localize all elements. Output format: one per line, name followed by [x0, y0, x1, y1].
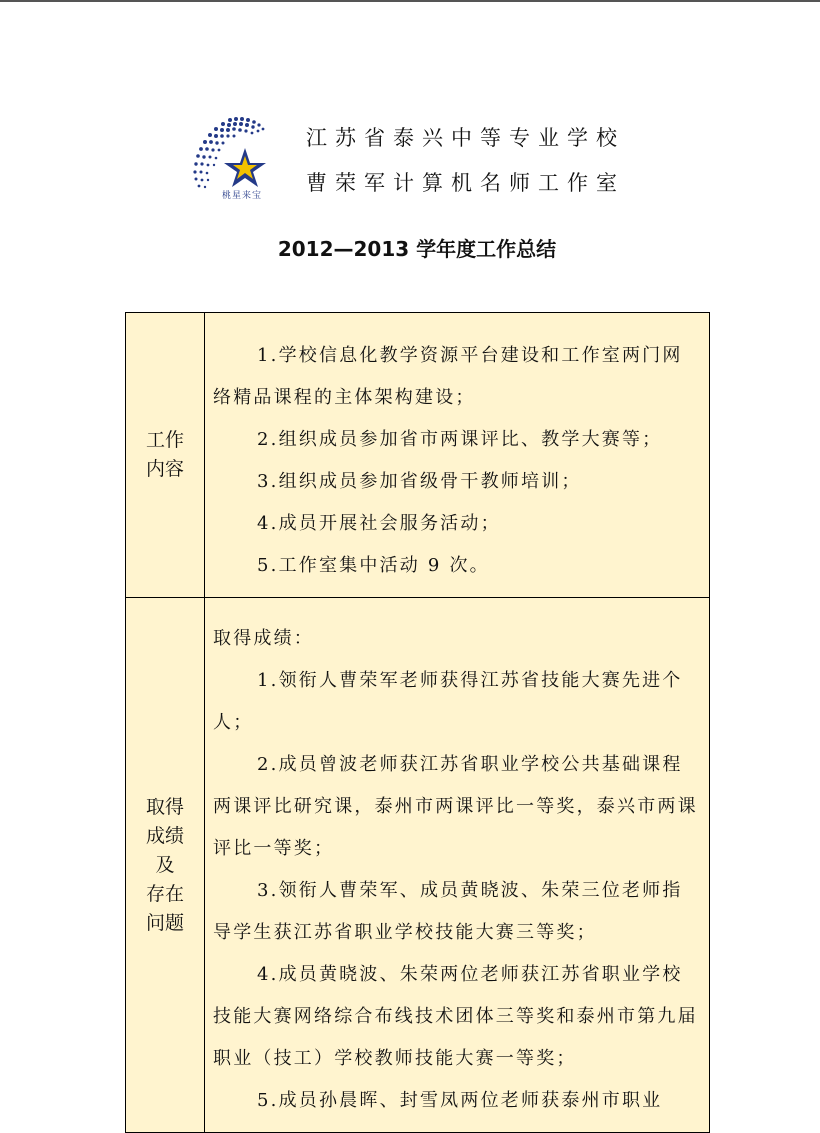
paragraph: 2.组织成员参加省市两课评比、教学大赛等； [257, 429, 663, 450]
paragraph: 5.成员孙晨晖、封雪凤两位老师获泰州市职业 [257, 1090, 663, 1111]
document-title: 2012—2013 学年度工作总结 [277, 237, 557, 261]
label-line: 问题 [145, 911, 184, 934]
row-label-achievements [126, 598, 205, 1133]
table-row-achievements [126, 598, 710, 1133]
paragraph: 5.工作室集中活动 9 次。 [257, 555, 490, 576]
label-line: 及 [155, 853, 175, 876]
work-summary-table [125, 312, 710, 1133]
label-line: 存在 [145, 882, 184, 905]
paragraph: 1.领衔人曹荣军老师获得江苏省技能大赛先进个人； [213, 670, 683, 733]
paragraph: 取得成绩： [213, 628, 314, 649]
page-top-rule [0, 0, 820, 2]
label-line: 成绩 [145, 824, 184, 847]
row-label-work-content [126, 313, 205, 598]
label-line: 内容 [145, 458, 184, 480]
studio-name: 曹荣军计算机名师工作室 [306, 171, 625, 195]
paragraph: 3.领衔人曹荣军、成员黄晓波、朱荣三位老师指导学生获江苏省职业学校技能大赛三等奖； [213, 880, 683, 943]
paragraph: 2.成员曾波老师获江苏省职业学校公共基础课程两课评比研究课，泰州市两课评比一等奖，泰兴市两课评比一等奖； [213, 754, 698, 859]
paragraph: 3.组织成员参加省级骨干教师培训； [257, 471, 582, 492]
table-row-work-content [126, 313, 710, 598]
label-line: 工作 [145, 429, 184, 451]
paragraph: 4.成员开展社会服务活动； [257, 513, 501, 534]
logo-caption: 桃星来宝 [222, 191, 263, 201]
school-name: 江苏省泰兴中等专业学校 [306, 126, 625, 150]
row-content-work [205, 313, 710, 598]
paragraph: 4.成员黄晓波、朱荣两位老师获江苏省职业学校技能大赛网络综合布线技术团体三等奖和泰州市第九届职业（技工）学校教师技能大赛一等奖； [213, 964, 698, 1069]
paragraph: 1.学校信息化教学资源平台建设和工作室两门网络精品课程的主体架构建设； [213, 345, 683, 408]
label-line: 取得 [145, 795, 184, 818]
row-content-achievements [205, 598, 710, 1133]
